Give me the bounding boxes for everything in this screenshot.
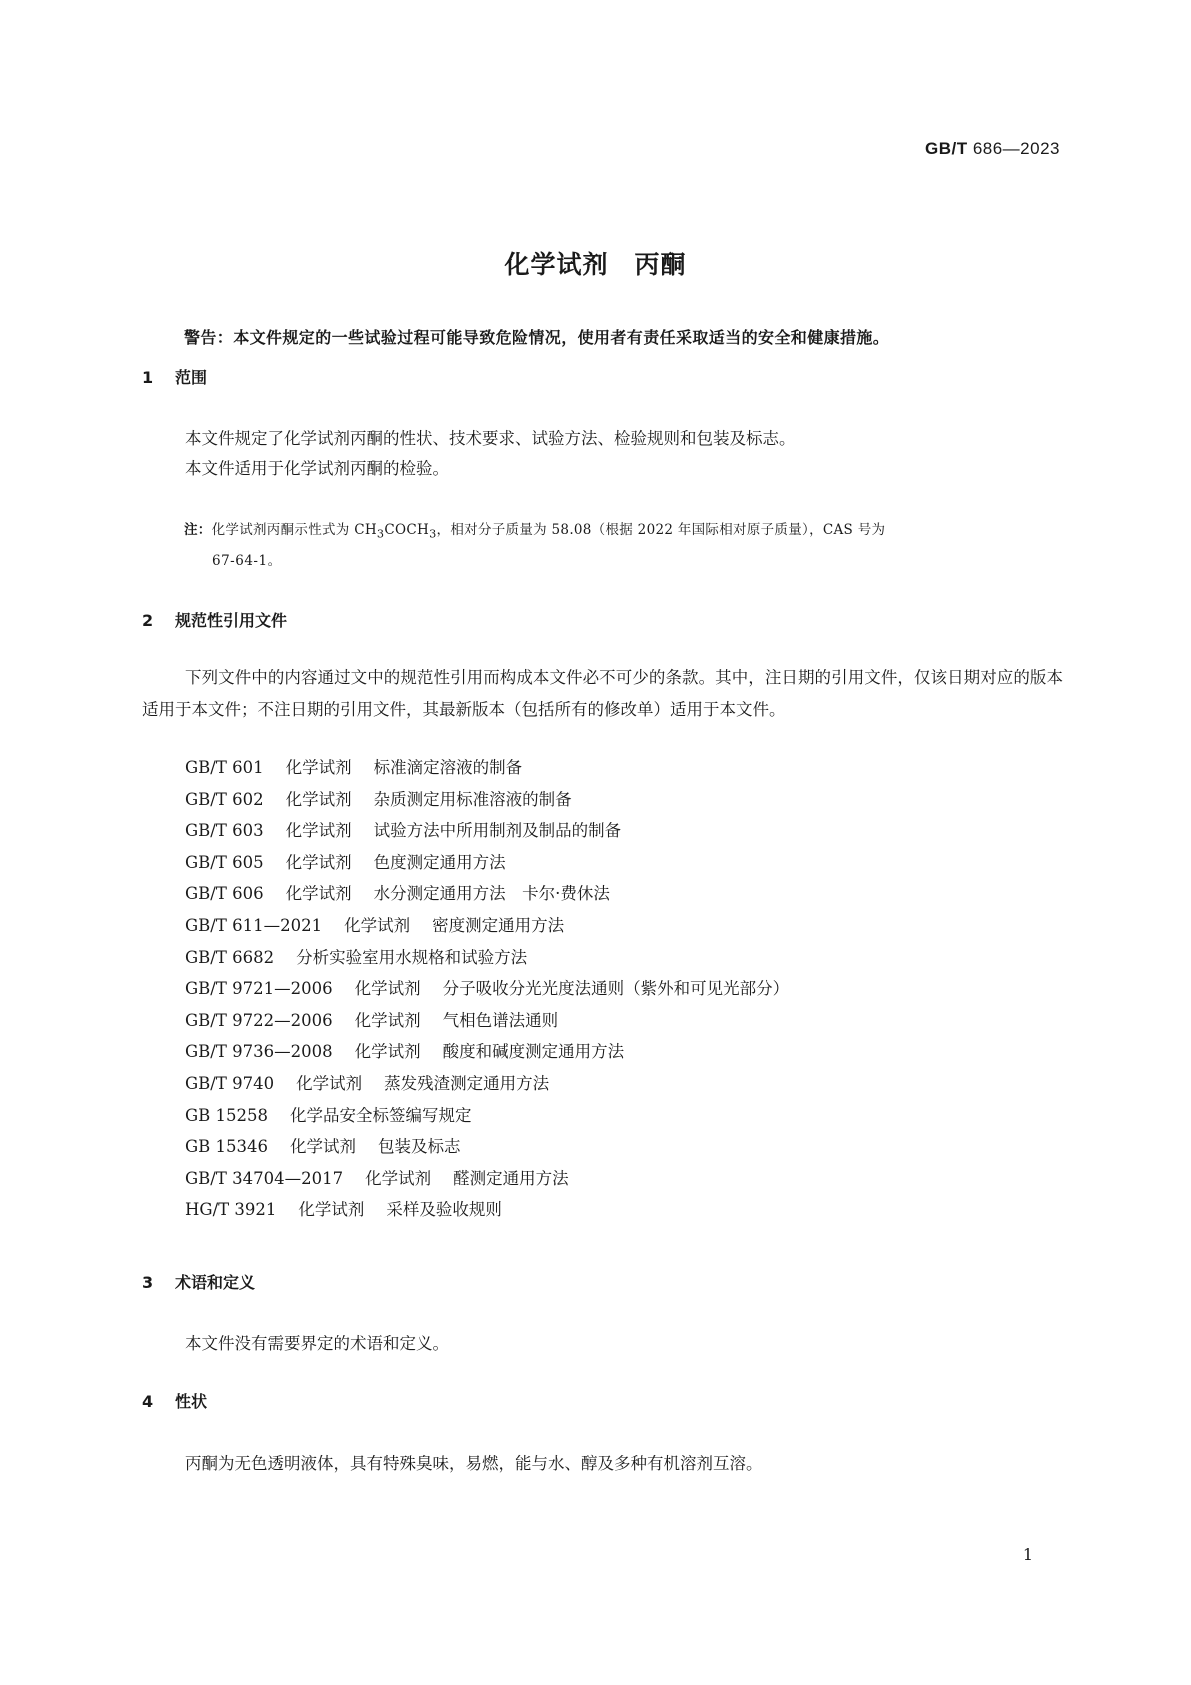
reference-code: GB/T 9740	[185, 1073, 275, 1093]
reference-subtitle: 蒸发残渣测定通用方法	[384, 1073, 550, 1093]
reference-title: 化学试剂	[285, 884, 352, 904]
reference-subtitle: 分子吸收分光光度法通则（紫外和可见光部分）	[442, 979, 790, 999]
reference-title: 化学试剂	[354, 1042, 421, 1062]
reference-code: GB 15258	[185, 1105, 269, 1125]
section-title: 规范性引用文件	[175, 611, 288, 630]
reference-title: 化学试剂	[296, 1073, 363, 1093]
note-subscript: 3	[429, 527, 437, 541]
reference-list	[185, 752, 789, 1226]
scope-note-continuation: 67-64-1。	[212, 553, 282, 569]
reference-subtitle: 杂质测定用标准溶液的制备	[373, 789, 572, 809]
note-text: 化学试剂丙酮示性式为 CH	[211, 522, 377, 538]
scope-paragraph-1: 本文件规定了化学试剂丙酮的性状、技术要求、试验方法、检验规则和包装及标志。	[185, 429, 796, 448]
reference-title: 化学试剂	[285, 789, 352, 809]
properties-paragraph: 丙酮为无色透明液体，具有特殊臭味，易燃，能与水、醇及多种有机溶剂互溶。	[185, 1454, 763, 1473]
reference-item	[185, 910, 789, 942]
reference-item	[185, 1194, 789, 1226]
section-number: 2	[142, 611, 154, 630]
reference-subtitle: 水分测定通用方法 卡尔·费休法	[373, 884, 610, 904]
reference-code: GB/T 9721—2006	[185, 979, 333, 999]
reference-item	[185, 1005, 789, 1037]
reference-code: GB/T 9736—2008	[185, 1042, 333, 1062]
section-heading-normative-references	[142, 608, 287, 631]
reference-subtitle: 酸度和碱度测定通用方法	[442, 1042, 625, 1062]
reference-subtitle: 醛测定通用方法	[453, 1168, 569, 1188]
reference-item	[185, 973, 789, 1005]
reference-item	[185, 1131, 789, 1163]
reference-subtitle: 标准滴定溶液的制备	[373, 758, 523, 777]
reference-subtitle: 包装及标志	[378, 1137, 461, 1157]
reference-subtitle: 密度测定通用方法	[432, 915, 565, 935]
reference-title: 分析实验室用水规格和试验方法	[296, 947, 528, 967]
scope-paragraph-2: 本文件适用于化学试剂丙酮的检验。	[185, 459, 449, 478]
reference-subtitle: 试验方法中所用制剂及制品的制备	[373, 821, 622, 841]
reference-item	[185, 1100, 789, 1132]
reference-code: GB/T 605	[185, 852, 264, 872]
reference-item	[185, 878, 789, 910]
section-title: 性状	[175, 1392, 208, 1411]
reference-item	[185, 815, 789, 847]
note-subscript: 3	[376, 527, 385, 541]
reference-title: 化学试剂	[285, 821, 352, 841]
reference-title: 化学试剂	[298, 1200, 365, 1220]
note-text: COCH	[384, 522, 430, 538]
reference-subtitle: 色度测定通用方法	[373, 852, 506, 872]
reference-subtitle: 采样及验收规则	[386, 1200, 502, 1220]
standard-prefix: GB/T	[924, 139, 968, 158]
references-intro: 下列文件中的内容通过文中的规范性引用而构成本文件必不可少的条款。其中，注日期的引用文件，仅该日期对应的版本适用于本文件；不注日期的引用文件，其最新版本（包括所有的修改单）适用于本文件。	[142, 668, 1063, 719]
note-text: ，相对分子质量为 58.08（根据 2022 年国际相对原子质量），CAS 号为	[436, 522, 886, 538]
reference-title: 化学品安全标签编写规定	[290, 1105, 472, 1125]
reference-title: 化学试剂	[354, 1010, 421, 1030]
scope-note	[184, 518, 885, 541]
reference-code: GB/T 603	[185, 821, 264, 841]
reference-title: 化学试剂	[365, 1168, 432, 1188]
reference-title: 化学试剂	[344, 915, 411, 935]
page-number: 1	[1022, 1545, 1033, 1564]
reference-code: GB/T 606	[185, 884, 264, 904]
reference-item	[185, 784, 789, 816]
standard-code: 686—2023	[972, 139, 1060, 158]
reference-title: 化学试剂	[290, 1137, 357, 1157]
reference-code: GB/T 9722—2006	[185, 1010, 333, 1030]
reference-title: 化学试剂	[285, 852, 352, 872]
reference-code: GB/T 602	[185, 789, 264, 809]
reference-item	[185, 847, 789, 879]
reference-item	[185, 1163, 789, 1195]
reference-item	[185, 942, 789, 974]
reference-title: 化学试剂	[354, 979, 421, 999]
section-number: 1	[142, 368, 154, 387]
note-label: 注：	[184, 522, 212, 538]
reference-code: GB/T 611—2021	[185, 915, 323, 935]
reference-item	[185, 1036, 789, 1068]
section-title: 术语和定义	[175, 1273, 256, 1292]
section-heading-properties	[142, 1389, 207, 1412]
reference-code: GB/T 6682	[185, 947, 275, 967]
standard-number	[925, 139, 1060, 159]
section-number: 3	[142, 1273, 154, 1292]
reference-item	[185, 1068, 789, 1100]
reference-item	[185, 752, 789, 784]
reference-code: GB/T 34704—2017	[185, 1168, 344, 1188]
section-title: 范围	[175, 368, 208, 387]
section-heading-scope	[142, 365, 207, 388]
reference-subtitle: 气相色谱法通则	[442, 1010, 559, 1030]
terms-paragraph: 本文件没有需要界定的术语和定义。	[185, 1334, 449, 1353]
section-number: 4	[142, 1392, 154, 1411]
reference-code: GB/T 601	[185, 758, 264, 777]
reference-title: 化学试剂	[285, 758, 352, 777]
document-title: 化学试剂 丙酮	[504, 250, 687, 279]
safety-warning: 警告：本文件规定的一些试验过程可能导致危险情况，使用者有责任采取适当的安全和健康措施。	[184, 328, 890, 347]
reference-code: HG/T 3921	[185, 1200, 277, 1220]
section-heading-terms	[142, 1270, 255, 1293]
reference-code: GB 15346	[185, 1137, 269, 1157]
